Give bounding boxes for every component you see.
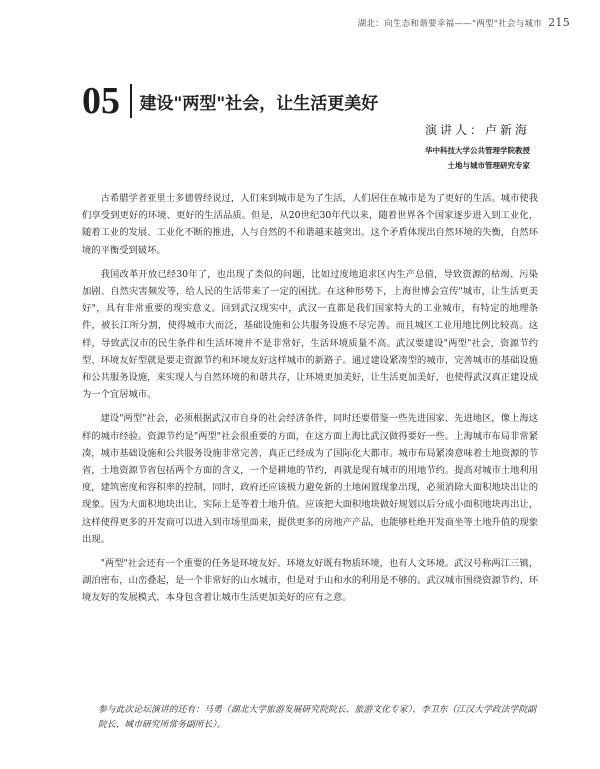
page-number: 215 xyxy=(548,16,570,29)
chapter-heading xyxy=(82,82,378,120)
forum-note: 参与此次论坛演讲的还有：马勇（湖北大学旅游发展研究院院长、旅游文化专家）、李卫东（江汉大学政法学院副院长、城市研究所常务副所长）。 xyxy=(98,705,536,730)
speaker-line: 演讲人：卢新海 xyxy=(424,123,530,137)
body-text xyxy=(82,190,538,614)
speaker-affiliation-1: 华中科技大学公共管理学院教授 xyxy=(425,146,530,155)
speaker-affiliation-2: 土地与城市管理研究专家 xyxy=(447,161,530,170)
chapter-title: 建设"两型"社会，让生活更美好 xyxy=(139,93,379,114)
running-header xyxy=(358,16,570,29)
paragraph: 古希腊学者亚里士多德曾经说过，人们来到城市是为了生活，人们居住在城市是为了更好的生活。城市使我们享受到更好的环境、更好的生活品质。但是，从20世纪30年代以来，随着世界各个国家逐步进入到工业化，随着工业的发展、工业化不断的推进，人与自然的不和谐越来越突出。这个矛盾体现出自然环境的失衡，自然环境的平衡受到破坏。 xyxy=(82,193,538,256)
chapter-number: 05 xyxy=(82,80,120,122)
running-header-text: 湖北：向生态和谐要幸福——"两型"社会与城市 xyxy=(357,19,543,29)
paragraph: 建设"两型"社会，必须根据武汉市自身的社会经济条件，同时还要借鉴一些先进国家、先进地区，像上海这样的城市经验。资源节约是"两型"社会很重要的方面，在这方面上海比武汉做得要好一些。上海城市布局非常紧凑，城市基础设施和公共服务设施非常完善，真正已经成为了国际化大都市。城市布局紧凑意味着土地资源的节省，土地资源节省包括两个方面的含义，一个是耕地的节约，再就是现有城市的用地节约。提高对城市土地利用度，建筑密度和容积率的控制，同时，政府还应该极力避免新的土地闲置现象出现，必须消除大面积地块出让的现象。因为大面积地块出让，实际上是等着土地升值。应该把大面积地块做好规划以后分成小面积地块再出让，这样使得更多的开发商可以进入到市场里面来，提供更多的房地产产品，也能够杜绝开发商坐等土地升值的现象出现。 xyxy=(82,413,538,545)
paragraph: "两型"社会还有一个重要的任务是环境友好。环境友好既有物质环境，也有人文环境。武汉号称两江三镇，湖泊密布，山峦叠起，是一个非常好的山水城市，但是对于山和水的利用是不够的。武汉城市围绕资源节约、环境友好的发展模式，本身包含着让城市生活更加美好的应有之意。 xyxy=(82,558,538,604)
paragraph: 我国改革开放已经30年了，也出现了类似的问题，比如过度地追求区内生产总值，导致资源的枯竭、污染加剧、自然灾害频发等，给人民的生活带来了一定的困扰。在这种形势下，上海世博会宣传"城市，让生活更美好"，具有非常重要的现实意义。回到武汉现实中，武汉一直都是我们国家特大的工业城市，有特定的地理条件，被长江所分割，使得城市大而泛，基础设施和公共服务设施不尽完善。而且城区工业用地比例比较高。这样，导致武汉市的民生条件和生活环境并不是非常好，生活环境质量不高。武汉要建设"两型"社会，资源节约型、环境友好型就是要走资源节约和环境友好这样城市的新路子。通过建设紧凑型的城市，完善城市的基础设施和公共服务设施，来实现人与自然环境的和谐共存，让环境更加美好，让生活更加美好，也使得武汉真正建设成为一个宜居城市。 xyxy=(82,268,538,401)
chapter-divider xyxy=(130,84,132,118)
